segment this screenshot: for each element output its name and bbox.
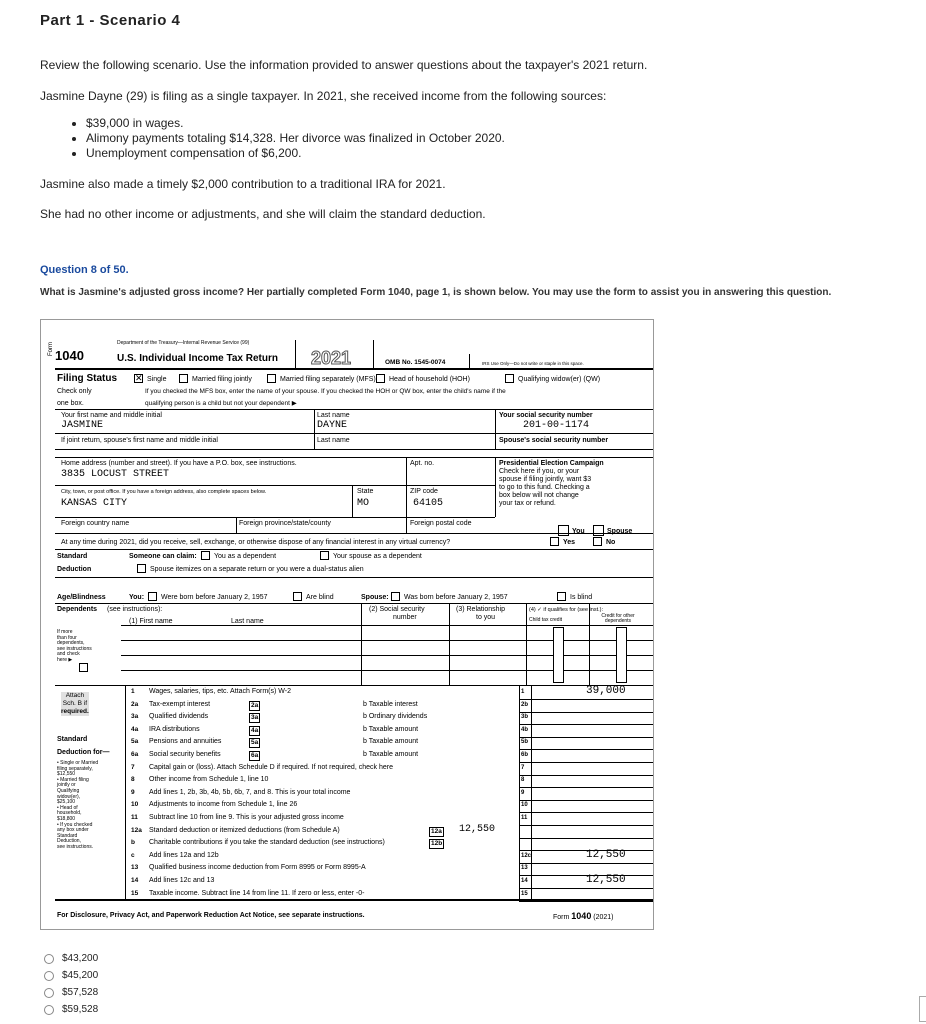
spouse-itemizes-label: Spouse itemizes on a separate return or you were a dual-status alien [150,566,364,573]
one-box: one box. [57,400,84,407]
scenario-line2: Jasmine also made a timely $2,000 contribution to a traditional IRA for 2021. [40,177,446,191]
spouse-ssn-label: Spouse's social security number [499,437,609,444]
someone-can-claim: Someone can claim: [129,553,197,560]
hoh-label: Head of household (HOH) [389,376,470,383]
line-mid-value[interactable]: 12,550 [459,823,496,835]
spouse-name-label: If joint return, spouse's first name and middle initial [61,437,218,444]
line-mid-box[interactable]: 4a [251,726,259,734]
question-text: What is Jasmine's adjusted gross income? Her partially completed Form 1040, page 1, is shown below. You may use the form to assist you in answering this question. [40,287,832,298]
dep-cod-header: Credit for other dependents [601,613,635,624]
line-text: Add lines 12c and 13 [149,877,215,884]
line-text: Subtract line 10 from line 9. This is your adjusted gross income [149,814,344,821]
foreign-postal-label: Foreign postal code [410,520,472,527]
line-right-text: b Taxable amount [363,751,419,758]
ctc-checkboxes[interactable] [553,627,564,683]
line-box-label: 9 [521,789,525,796]
you-born-checkbox[interactable] [148,592,157,601]
dep-first-name-header: (1) First name [129,618,173,625]
line-text: Qualified business income deduction from Form 8995 or Form 8995-A [149,864,366,872]
std-deduction-label-2: Deduction [57,566,92,573]
spouse-itemizes-checkbox[interactable] [137,564,146,573]
check-only: Check only [57,388,92,395]
page-title: Part 1 - Scenario 4 [40,12,181,29]
line-box-label: 6b [521,752,529,758]
mfs-checkbox[interactable] [267,374,276,383]
pec-title: Presidential Election Campaign [499,460,604,467]
line-number: c [131,851,135,859]
side-note: Qualifying [57,787,80,794]
option-b[interactable]: $45,200 [44,967,98,984]
line-mid-box[interactable]: 12b [431,840,443,848]
option-a[interactable]: $43,200 [44,950,98,967]
cod-checkboxes[interactable] [616,627,627,683]
line-value[interactable]: 12,550 [586,874,626,886]
form-year: 2021 [311,348,352,368]
home-address-value[interactable]: 3835 LOCUST STREET [61,469,170,480]
last-name-label: Last name [317,412,350,419]
line-box-label: 11 [521,815,528,821]
attach-note: Attach Sch. B if required. [61,692,89,715]
form-footer: For Disclosure, Privacy Act, and Paperwork Reduction Act Notice, see separate instructions. [57,912,365,919]
radio-icon[interactable] [44,954,54,964]
irs-use: IRS Use Only—Do not write or staple in this space. [482,361,584,366]
std-deduction-label: Standard [57,553,88,560]
form-footer-id: Form 1040 (2021) [553,911,614,921]
single-label: Single [147,376,167,383]
dependents-see-inst: (see instructions): [107,606,163,613]
dep-last-name-header: Last name [231,618,264,625]
more-dependents-note: If more than four dependents, see instructions and check here ▶ [57,629,92,663]
line-right-text: b Taxable amount [363,725,419,733]
side-note: jointly or [57,782,76,789]
line-box-label: 5b [521,739,529,746]
side-note: filing separately, [57,765,93,772]
last-name-value[interactable]: DAYNE [317,420,348,431]
line-number: 8 [131,776,135,784]
first-name-label: Your first name and middle initial [61,412,162,419]
age-blindness-label: Age/Blindness [57,594,106,601]
line-number: 11 [131,814,138,821]
line-mid-box[interactable]: 6a [251,752,259,759]
line-number: 2a [131,700,139,708]
age-spouse-label: Spouse: [361,594,389,601]
pec-you-checkbox[interactable] [558,525,569,536]
zip-label: ZIP code [410,488,438,495]
mfs-label: Married filing separately (MFS) [280,376,376,383]
ssn-label: Your social security number [499,412,593,419]
line-number: 9 [131,788,135,796]
dep-credit-header: (4) ✓ if qualifies for (see inst.): [529,607,603,613]
side-note: $12,550 [57,771,76,778]
side-note: any box under [57,827,89,834]
line-right-text: b Taxable amount [363,738,419,746]
you-blind-checkbox[interactable] [293,592,302,601]
form-title: U.S. Individual Income Tax Return [117,353,278,364]
line-number: 3a [131,713,139,721]
mfj-checkbox[interactable] [179,374,188,383]
line-box-label: 4b [521,726,529,733]
side-note: • Married filing [57,776,89,783]
std-ded-side-notes [57,761,98,851]
line-text: Adjustments to income from Schedule 1, line 26 [149,801,298,809]
line-number: 10 [131,801,139,809]
you-blind-label: Are blind [306,594,334,601]
side-note: $25,100 [57,799,76,806]
zip-value[interactable]: 64105 [413,498,444,509]
dep-ctc-header: Child tax credit [529,617,563,623]
omb-number: OMB No. 1545-0074 [385,359,446,366]
line-text: Capital gain or (loss). Attach Schedule D if required. If not required, check here [149,763,393,771]
spouse-dependent-label: Your spouse as a dependent [333,553,422,560]
line-box-label: 8 [521,777,525,784]
line-mid-box[interactable]: 3a [251,714,259,722]
state-label: State [357,488,374,495]
side-note: Standard [57,832,78,839]
pec-text: spouse if filing jointly, want $3 [499,476,592,483]
option-d[interactable]: $59,528 [44,1001,98,1018]
side-note: see instructions. [57,843,94,850]
age-you-label: You: [129,594,145,601]
std-ded-side-title-2: Deduction for— [57,749,110,756]
form-1040 [40,319,654,930]
line-box-label: 1 [521,689,525,695]
side-note: household, [57,810,82,817]
pec-spouse-checkbox[interactable] [593,525,604,536]
side-note: Deduction, [57,838,81,845]
line-number: 12a [131,826,142,834]
line-right-text: b Taxable interest [363,700,418,708]
line-box-label: 14 [521,878,528,884]
pec-text: your tax or refund. [499,500,556,507]
line-box-label: 2b [521,701,529,708]
foreign-country-label: Foreign country name [61,520,130,527]
line-number: 4a [131,725,139,733]
radio-icon[interactable] [44,1005,54,1015]
form-number: 1040 [55,348,84,363]
line-mid-box[interactable]: 5a [251,739,259,747]
pec-text: to go to this fund. Checking a [499,484,590,491]
line-right-text: b Ordinary dividends [363,713,428,721]
you-dependent-checkbox[interactable] [201,551,210,560]
line-box-label: 3b [521,714,529,721]
ssn-value[interactable]: 201-00-1174 [523,420,590,431]
line-text: Tax-exempt interest [149,700,211,708]
pec-text: box below will not change [499,492,579,499]
line-number: b [131,839,135,847]
line-text: Qualified dividends [149,713,209,721]
line-value[interactable]: 12,550 [586,848,626,861]
virtual-yes-checkbox[interactable] [550,537,559,546]
side-note: • Single or Married [57,760,99,766]
list-item: • Unemployment compensation of $6,200. [86,146,505,161]
apt-label: Apt. no. [410,460,435,467]
spouse-blind-label: Is blind [570,594,593,601]
std-ded-side-title: Standard [57,736,88,743]
spouse-dependent-checkbox[interactable] [320,551,329,560]
scenario-intro: Review the following scenario. Use the information provided to answer questions about the taxpayer's 2021 return. [40,58,648,72]
mfs-note: If you checked the MFS box, enter the name of your spouse. If you checked the HOH or QW box, enter the child's name if the [145,388,506,395]
you-born-label: Were born before January 2, 1957 [161,594,268,601]
answer-options [44,950,98,1018]
state-value[interactable]: MO [357,498,370,509]
line-text: Pensions and annuities [149,738,222,746]
income-list [72,116,505,161]
spouse-born-checkbox[interactable] [391,592,400,601]
dep-ssn-header-2: number [393,614,417,621]
scenario-line1: Jasmine Dayne (29) is filing as a single taxpayer. In 2021, she received income from the following sources: [40,89,607,103]
list-item: • $39,000 in wages. [86,116,505,131]
line-text: Social security benefits [149,751,221,758]
side-note: $18,800 [57,815,76,822]
line-number: 5a [131,738,139,746]
line-text: IRA distributions [149,725,200,733]
home-address-label: Home address (number and street). If you have a P.O. box, see instructions. [61,460,297,467]
city-label: City, town, or post office. If you have a foreign address, also complete spaces below. [61,489,267,495]
line-mid-box[interactable]: 12a [431,827,442,835]
form-word: Form [48,342,54,356]
radio-icon[interactable] [44,971,54,981]
line-text: Taxable income. Subtract line 14 from line 11. If zero or less, enter -0- [149,889,365,897]
line-box-label: 13 [521,865,528,872]
line-mid-box[interactable]: 2a [251,701,259,709]
line-text: Charitable contributions if you take the standard deduction (see instructions) [149,839,385,847]
pec-spouse-label: Spouse [607,528,633,535]
list-item: • Alimony payments totaling $14,328. Her divorce was finalized in October 2020. [86,131,505,146]
line-number: 14 [131,877,139,884]
line-text: Add lines 1, 2b, 3b, 4b, 5b, 6b, 7, and 8. This is your total income [149,788,351,796]
mfj-label: Married filing jointly [192,376,252,383]
line-box-label: 15 [521,890,528,897]
dep-rel-header: (3) Relationship [456,606,506,613]
line-text: Add lines 12a and 12b [149,851,219,859]
dep-ssn-header: (2) Social security [369,606,425,613]
line-number: 1 [131,688,135,695]
more-dependents-checkbox[interactable] [79,663,88,672]
line-box-label: 7 [521,764,525,771]
dep-rel-header-2: to you [476,614,496,621]
filing-status-label: Filing Status [57,373,117,384]
line-box-label: 12c [521,852,532,859]
question-number: Question 8 of 50. [40,264,129,276]
form-dept: Department of the Treasury—Internal Revenue Service (99) [117,340,250,346]
pec-you-label: You [572,528,585,535]
line-text: Other income from Schedule 1, line 10 [149,776,269,784]
side-note: • If you checked [57,821,93,828]
first-name-value[interactable]: JASMINE [61,420,104,431]
dependents-label: Dependents [57,606,98,613]
virtual-yes-label: Yes [563,539,576,546]
line-number: 15 [131,889,139,897]
spouse-last-label: Last name [317,437,350,444]
line-number: 13 [131,864,139,872]
side-note: • Head of [57,804,78,811]
line-text: Wages, salaries, tips, etc. Attach Form(s) W-2 [149,688,291,695]
hoh-checkbox[interactable] [376,374,385,383]
single-checkbox[interactable]: ✕ [135,373,143,383]
spouse-born-label: Was born before January 2, 1957 [404,594,508,601]
scroll-edge[interactable] [919,996,926,1022]
virtual-currency-question: At any time during 2021, did you receive, sell, exchange, or otherwise dispose of any financial interest in any virtual currency? [61,539,451,546]
option-c[interactable]: $57,528 [44,984,98,1001]
foreign-province-label: Foreign province/state/county [239,520,331,527]
scenario-line3: She had no other income or adjustments, and she will claim the standard deduction. [40,207,486,221]
line-text: Standard deduction or itemized deductions (from Schedule A) [149,826,340,834]
virtual-no-checkbox[interactable] [593,537,602,546]
qw-label: Qualifying widow(er) (QW) [518,376,601,383]
line-box-label: 10 [521,802,528,809]
line-number: 6a [131,751,139,758]
virtual-no-label: No [606,539,616,546]
mfs-note-2: qualifying person is a child but not your dependent ▶ [145,400,297,407]
you-dependent-label: You as a dependent [214,553,277,560]
city-value[interactable]: KANSAS CITY [61,498,128,509]
side-note: widow(er), [57,793,81,800]
line-value[interactable]: 39,000 [586,685,626,697]
spouse-blind-checkbox[interactable] [557,592,566,601]
radio-icon[interactable] [44,988,54,998]
line-number: 7 [131,763,135,771]
qw-checkbox[interactable] [505,374,514,383]
pec-text: Check here if you, or your [499,468,580,475]
